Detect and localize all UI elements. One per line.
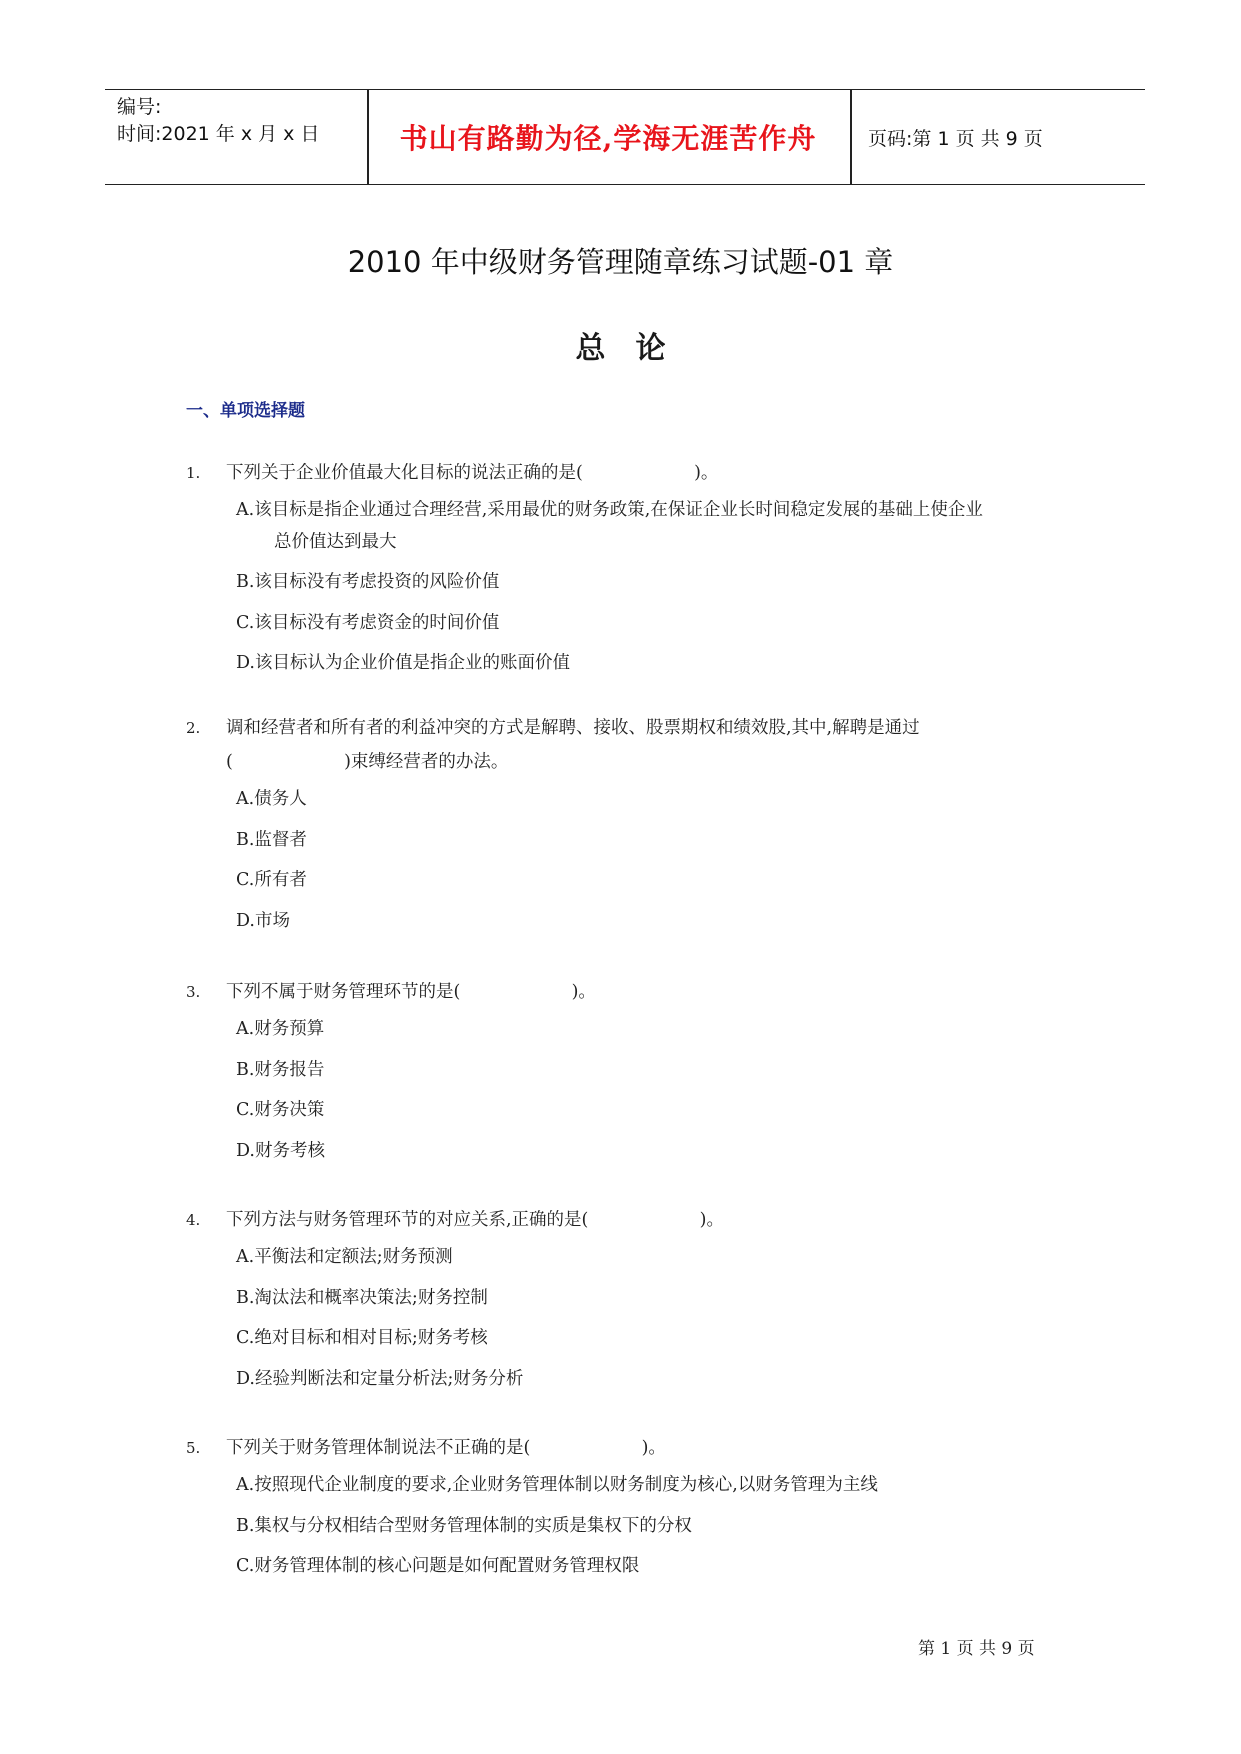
question-3	[186, 975, 1066, 1171]
question-1	[186, 456, 1066, 684]
header-motto: 书山有路勤为径,学海无涯苦作舟	[399, 122, 817, 155]
option-d: D.经验判断法和定量分析法;财务分析	[236, 1368, 524, 1389]
chapter-title: 总论	[575, 331, 696, 366]
question-stem	[186, 1203, 1066, 1237]
option-a	[186, 490, 1066, 562]
header-page-label: 页码:第 1 页 共 9 页	[868, 127, 1043, 150]
time-label: 时间:2021 年 x 月 x 日	[117, 123, 320, 145]
header-divider	[850, 90, 852, 184]
page-footer: 第 1 页 共 9 页	[918, 1639, 1035, 1659]
option-d: D.该目标认为企业价值是指企业的账面价值	[236, 653, 570, 673]
question-stem	[186, 1431, 1066, 1465]
question-2	[186, 711, 1066, 941]
option-a: A.财务预算	[236, 1019, 325, 1039]
option-d: D.市场	[236, 910, 290, 931]
option-a: A.平衡法和定额法;财务预测	[236, 1247, 453, 1267]
question-stem	[186, 711, 1066, 745]
question-number: 2.	[186, 719, 201, 737]
question-text: 下列关于财务管理体制说法不正确的是( )。	[226, 1438, 666, 1458]
document-header	[105, 89, 1145, 185]
option-d: D.财务考核	[236, 1140, 325, 1161]
question-number: 4.	[186, 1211, 201, 1229]
section-heading: 一、单项选择题	[186, 401, 305, 421]
document-title: 2010 年中级财务管理随章练习试题-01 章	[347, 245, 894, 279]
option-b: B.集权与分权相结合型财务管理体制的实质是集权下的分权	[236, 1515, 692, 1536]
question-text: ( )束缚经营者的办法。	[226, 752, 509, 772]
option-b: B.淘汰法和概率决策法;财务控制	[236, 1287, 488, 1308]
option-text: A.该目标是指企业通过合理经营,采用最优的财务政策,在保证企业长时间稳定发展的基础上使企业	[236, 500, 983, 520]
question-5	[186, 1431, 1066, 1587]
option-a: A.债务人	[236, 789, 307, 809]
question-text: 下列关于企业价值最大化目标的说法正确的是( )。	[226, 463, 719, 483]
option-b: B.财务报告	[236, 1059, 325, 1080]
option-c: C.财务管理体制的核心问题是如何配置财务管理权限	[236, 1556, 640, 1576]
option-c: C.财务决策	[236, 1100, 325, 1120]
option-b: B.该目标没有考虑投资的风险价值	[236, 572, 500, 592]
option-a: A.按照现代企业制度的要求,企业财务管理体制以财务制度为核心,以财务管理为主线	[236, 1475, 878, 1495]
question-stem	[186, 456, 1066, 490]
question-text: 下列不属于财务管理环节的是( )。	[226, 982, 596, 1002]
question-stem-continued	[186, 745, 1066, 779]
option-c: C.绝对目标和相对目标;财务考核	[236, 1328, 488, 1348]
header-meta	[117, 94, 367, 148]
question-text: 调和经营者和所有者的利益冲突的方式是解聘、接收、股票期权和绩效股,其中,解聘是通过	[226, 718, 920, 738]
option-b: B.监督者	[236, 829, 307, 850]
question-4	[186, 1203, 1066, 1399]
option-c: C.该目标没有考虑资金的时间价值	[236, 612, 500, 633]
question-text: 下列方法与财务管理环节的对应关系,正确的是( )。	[226, 1210, 724, 1230]
question-stem	[186, 975, 1066, 1009]
question-number: 5.	[186, 1439, 201, 1457]
option-text-continued: 总价值达到最大	[274, 532, 397, 552]
question-number: 3.	[186, 983, 201, 1001]
number-label: 编号:	[117, 96, 162, 118]
question-number: 1.	[186, 464, 201, 482]
option-c: C.所有者	[236, 870, 307, 890]
